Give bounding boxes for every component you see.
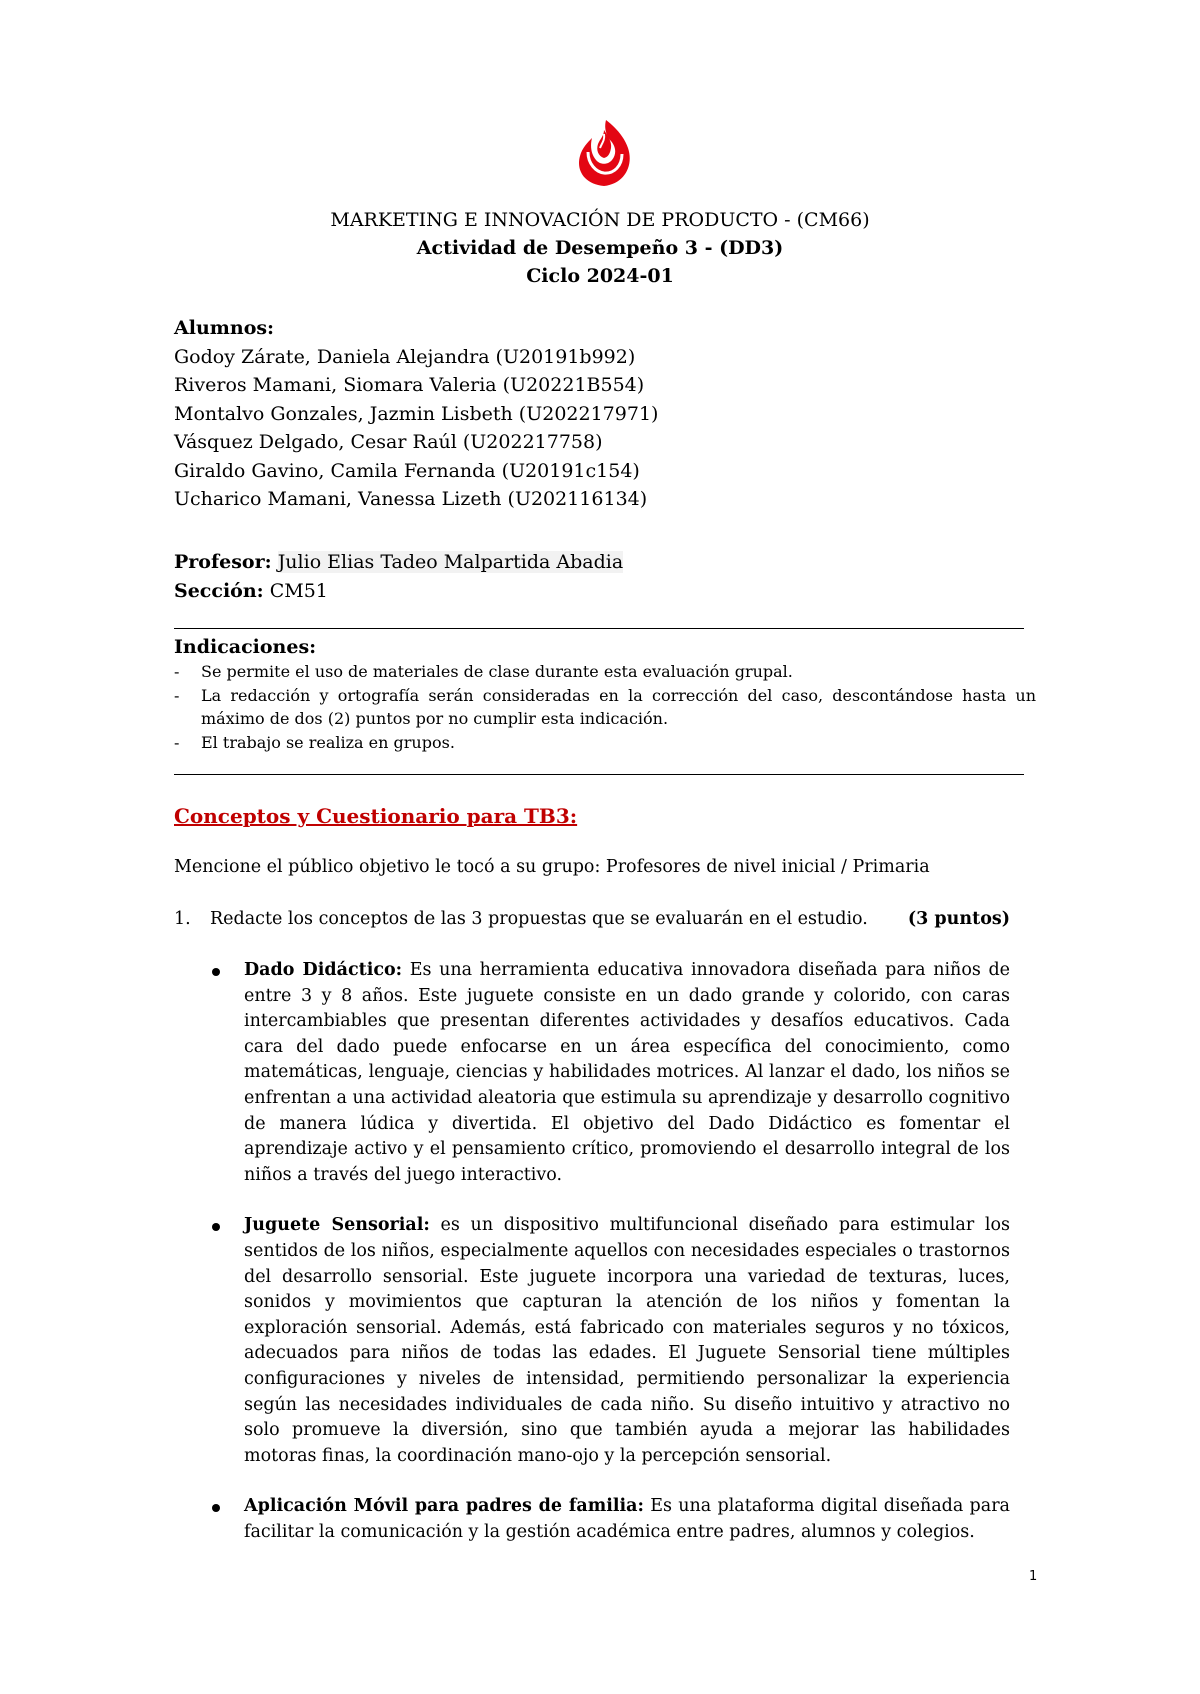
upc-flame-logo-icon — [574, 118, 634, 188]
question-number: 1. — [174, 909, 191, 929]
target-audience-text: Mencione el público objetivo le tocó a su grupo: Profesores de nivel inicial / Primaria — [174, 857, 930, 877]
concept-label: Dado Didáctico: — [244, 960, 403, 980]
concept-label: Aplicación Móvil para padres de familia: — [244, 1496, 644, 1517]
concepts-list — [208, 958, 1010, 1570]
concept-item — [208, 1494, 1010, 1545]
student-name: Ucharico Mamani, Vanessa Lizeth (U202116134) — [174, 488, 648, 510]
professor-block — [174, 548, 1034, 605]
student-name: Vásquez Delgado, Cesar Raúl (U202217758) — [174, 431, 603, 453]
concept-item — [208, 1213, 1010, 1469]
question-points: (3 puntos) — [907, 909, 1010, 929]
question-text: Redacte los conceptos de las 3 propuestas que se evaluarán en el estudio. — [210, 909, 868, 929]
indications-title: Indicaciones: — [174, 636, 317, 658]
student-name: Riveros Mamani, Siomara Valeria (U20221B554) — [174, 374, 645, 396]
concepts-title: Conceptos y Cuestionario para TB3: — [174, 804, 578, 828]
activity-title: Actividad de Desempeño 3 - (DD3) — [416, 237, 784, 259]
student-name: Montalvo Gonzales, Jazmin Lisbeth (U202217971) — [174, 402, 659, 425]
professor-label: Profesor: — [174, 551, 272, 573]
student-name: Godoy Zárate, Daniela Alejandra (U20191b992) — [174, 345, 636, 368]
bullet-icon — [212, 1223, 220, 1231]
divider-bottom — [174, 774, 1024, 775]
students-block — [174, 314, 1034, 514]
page-number: 1 — [1029, 1569, 1038, 1584]
bullet-icon — [212, 1504, 220, 1512]
section-label: Sección: — [174, 579, 264, 602]
concept-text: Es una plataforma digital diseñada para facilitar la comunicación y la gestión académica entre padres, alumnos y colegios. — [244, 1496, 1010, 1542]
indication-item: - Se permite el uso de materiales de clase durante esta evaluación grupal. — [174, 662, 793, 681]
bullet-icon — [212, 968, 220, 976]
indication-item: - La redacción y ortografía serán consideradas en la corrección del caso, descontándose hasta un máximo de dos (2) puntos por no cumplir esta indicación. — [174, 685, 1036, 728]
students-label: Alumnos: — [174, 317, 275, 339]
concept-text: es un dispositivo multifuncional diseñado para estimular los sentidos de los niños, especialmente aquellos con necesidades especiales o trastornos del desarrollo sensorial. Este juguete incorpora una variedad de texturas, luces, sonidos y movimientos que capturan la atención de los niños y fomentan la exploración sensorial. Además, está fabricado con materiales seguros y no tóxicos, adecuados para niños de todas las edades. El Juguete Sensorial tiene múltiples configuraciones y niveles de intensidad, permitiendo personalizar la experiencia según las necesidades individuales de cada niño. Su diseño intuitivo y atractivo no solo promueve la diversión, sino que también ayuda a mejorar las habilidades motoras finas, la coordinación mano-ojo y la percepción sensorial. — [244, 1215, 1010, 1466]
document-header — [0, 206, 1200, 290]
student-name: Giraldo Gavino, Camila Fernanda (U20191c154) — [174, 459, 640, 482]
cycle-title: Ciclo 2024-01 — [526, 265, 674, 287]
concept-text: Es una herramienta educativa innovadora diseñada para niños de entre 3 y 8 años. Este juguete consiste en un dado grande y colorido, con caras intercambiables que presentan diferentes actividades y desafíos educativos. Cada cara del dado puede enfocarse en un área específica del conocimiento, como matemáticas, lenguaje, ciencias y habilidades motrices. Al lanzar el dado, los niños se enfrentan a una actividad aleatoria que estimula su aprendizaje y desarrollo cognitivo de manera lúdica y divertida. El objetivo del Dado Didáctico es fomentar el aprendizaje activo y el pensamiento crítico, promoviendo el desarrollo integral de los niños a través del juego interactivo. — [244, 960, 1011, 1185]
professor-name: Julio Elias Tadeo Malpartida Abadia — [277, 551, 624, 573]
concept-item — [208, 958, 1010, 1188]
concept-label: Juguete Sensorial: — [244, 1215, 430, 1236]
indication-item: - El trabajo se realiza en grupos. — [174, 732, 455, 752]
divider-top — [174, 628, 1024, 629]
section-value: CM51 — [269, 579, 328, 602]
indications-block — [174, 634, 1036, 754]
course-title: MARKETING E INNOVACIÓN DE PRODUCTO - (CM66) — [330, 209, 870, 231]
